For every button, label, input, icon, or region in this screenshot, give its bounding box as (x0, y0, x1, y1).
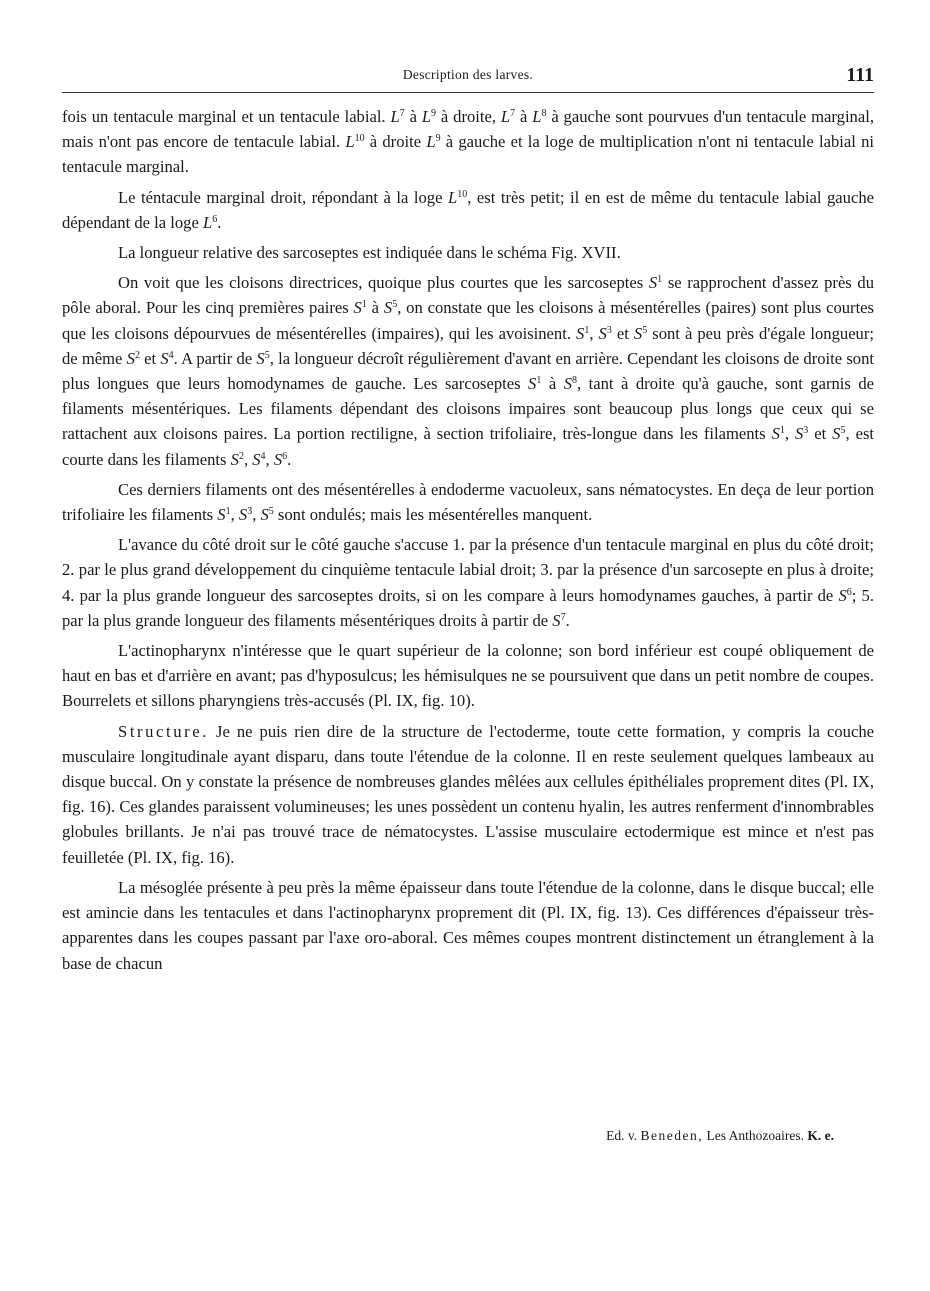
septum-symbol (564, 374, 577, 393)
symbol-letter: L (203, 212, 213, 232)
text-run: , (784, 424, 795, 444)
text-run: L'actinopharynx n'intéresse que le quart supérieur de la colonne; son bord inférieur est coupé obliquement de haut en bas et d'arrière en avant; pas d'hyposulcus; les hémisulques ne se poursuivent que dans un petit nombre de coupes. Bourrelets et sillons pharyngiens très-accusés (Pl. IX, fig. 10). (62, 641, 874, 711)
symbol-index: 1 (361, 299, 367, 311)
symbol-letter: S (383, 298, 393, 318)
text-run: sont à peu près d'égale longueur; de même (62, 323, 874, 368)
symbol-letter: S (273, 449, 283, 469)
symbol-letter: S (238, 505, 248, 525)
symbol-letter: L (500, 107, 511, 126)
text-run: Le téntacule marginal droit, répondant à la loge (118, 187, 448, 207)
symbol-index: 5 (642, 324, 648, 336)
text-run: à droite, (436, 107, 501, 126)
section-heading: Structure. (118, 721, 209, 741)
septum-symbol (448, 188, 467, 207)
paragraph (62, 185, 874, 235)
page-number: 111 (846, 64, 874, 86)
paragraph (62, 240, 874, 265)
septum-symbol (501, 107, 515, 126)
septum-symbol (217, 505, 230, 524)
paragraph (62, 638, 874, 714)
symbol-index: 4 (168, 349, 174, 361)
septum-symbol (160, 349, 173, 368)
text-run: On voit que les cloisons directrices, quoique plus courtes que les sarcoseptes (118, 273, 649, 293)
text-run: à droite (364, 132, 427, 152)
septum-symbol (422, 107, 436, 126)
symbol-index: 10 (457, 188, 468, 200)
text-run: , (265, 449, 274, 469)
text-run: , on constate que les cloisons à mésentérelles (paires) sont plus courtes que les cloisons dépourvues de mésentérelles (impaires), qui les avoisinent. (62, 298, 875, 343)
septum-symbol (599, 324, 612, 343)
text-run: , la longueur décroît régulièrement d'avant en arrière. Cependant les cloisons de droite sont plus longues que leurs homodynames de gauche. Les sarcoseptes (62, 348, 874, 394)
symbol-index: 1 (584, 324, 590, 336)
symbol-index: 7 (560, 611, 566, 623)
text-run: , est courte dans les filaments (62, 424, 875, 469)
text-run: , tant à droite qu'à gauche, sont garnis de filaments mésentériques. Les filaments dépendant des cloisons impaires sont beaucoup plus longs que ceux qui se rattachent aux cloisons paires. La portion rectiligne, à section trifoliaire, très-longue dans les filaments (62, 374, 875, 444)
text-run: et (139, 348, 161, 368)
page-header (62, 64, 874, 93)
symbol-index: 5 (268, 506, 274, 518)
symbol-letter: S (160, 348, 169, 368)
paragraph (62, 532, 874, 633)
symbol-index: 8 (541, 108, 547, 119)
text-run: . (565, 610, 570, 630)
text-run: . (217, 212, 222, 232)
symbol-letter: L (345, 132, 355, 152)
septum-symbol (384, 298, 397, 317)
septum-symbol (239, 505, 252, 524)
septum-symbol (256, 349, 269, 368)
symbol-index: 6 (282, 450, 288, 462)
symbol-letter: L (421, 107, 432, 126)
text-run: , est très petit; il en est de même du tentacule labial gauche dépendant de la loge (62, 187, 874, 232)
text-run: à (541, 374, 564, 394)
signature-footer (606, 1128, 834, 1144)
symbol-letter: L (426, 132, 436, 152)
text-run: La mésoglée présente à peu près la même épaisseur dans toute l'étendue de la colonne, dans le disque buccal; elle est amincie dans les tentacules et dans l'actinopharynx proprement dit (Pl. IX, fig. 13). Ces différences d'épaisseur très-apparentes dans les coupes passant par l'axe oro-aboral. Ces mêmes coupes montrent distinctement un étranglement à la base de chacun (62, 877, 874, 973)
text-run: Je ne puis rien dire de la structure de l'ectoderme, toute cette formation, y compris la couche musculaire longitudinale ayant disparu, dans toute l'étendue de la colonne. Il en reste seulement quelques lambeaux au disque buccal. On y constate la présence de nombreuses glandes mêlées aux cellules épithéliales proprement dites (Pl. IX, fig. 16). Ces glandes paraissent volumineuses; les unes possèdent un contenu hyalin, les autres renferment d'innombrables globules brillants. Je n'ai pas trouvé trace de nématocystes. L'assise musculaire ectodermique est mince et n'est pas feuilletée (Pl. IX, fig. 16). (62, 721, 874, 867)
septum-symbol (127, 349, 140, 368)
symbol-letter: S (230, 449, 239, 469)
text-run: . (287, 449, 292, 469)
symbol-index: 9 (431, 108, 437, 119)
symbol-letter: S (252, 449, 261, 469)
septum-symbol (274, 450, 287, 469)
text-run: L'avance du côté droit sur le côté gauche s'accuse 1. par la présence d'un tentacule marginal en plus du côté droit; 2. par le plus grand développement du cinquième tentacule labial droit; 3. par la présence d'un sarcosepte en plus à droite; 4. par la plus grande longueur des sarcoseptes droits, si on les compare à leurs homodynames gauches, à partir de (62, 535, 874, 605)
text-run: à (404, 107, 422, 126)
symbol-letter: S (576, 323, 585, 343)
symbol-index: 1 (536, 375, 542, 387)
text-run: fois un tentacule marginal et un tentacule labial. (62, 107, 391, 126)
symbol-index: 2 (134, 349, 140, 361)
text-run: sont ondulés; mais les mésentérelles manquent. (273, 505, 593, 525)
septum-symbol (832, 424, 845, 443)
symbol-index: 1 (225, 506, 231, 518)
symbol-index: 5 (840, 425, 846, 437)
symbol-index: 7 (510, 108, 516, 119)
septum-symbol (345, 132, 364, 151)
text-run: La longueur relative des sarcoseptes est indiquée dans le schéma Fig. XVII. (118, 243, 621, 263)
symbol-letter: S (552, 610, 561, 630)
septum-symbol (231, 450, 244, 469)
text-run: Ces derniers filaments ont des mésentérelles à endoderme vacuoleux, sans nématocystes. En deça de leur portion trifoliaire les filaments (62, 479, 874, 525)
symbol-letter: S (260, 505, 269, 525)
symbol-index: 4 (260, 450, 266, 462)
text-run: se rapprochent d'assez près du pôle aboral. Pour les cinq premières paires (62, 273, 875, 318)
text-run: à (366, 298, 384, 318)
paragraph (62, 477, 874, 527)
paragraph (62, 270, 874, 472)
text-run: , (252, 505, 261, 525)
footer-author: Beneden, (640, 1128, 704, 1143)
footer-work: Les Anthozoaires. (706, 1128, 804, 1143)
septum-symbol (390, 107, 404, 126)
symbol-index: 2 (238, 450, 244, 462)
septum-symbol (795, 424, 808, 443)
septum-symbol (260, 505, 273, 524)
text-run: et (611, 323, 634, 343)
symbol-letter: S (126, 348, 135, 368)
septum-symbol (838, 586, 851, 605)
symbol-index: 1 (779, 425, 785, 437)
text-run: à gauche et la loge de multiplication n'ont ni tentacule labial ni tentacule marginal. (62, 132, 874, 177)
symbol-letter: L (532, 107, 542, 126)
septum-symbol (532, 107, 546, 126)
symbol-index: 6 (212, 213, 218, 225)
symbol-index: 8 (572, 375, 577, 387)
symbol-index: 3 (606, 324, 612, 336)
septum-symbol (354, 298, 367, 317)
text-run: et (808, 424, 833, 444)
paragraph (62, 719, 874, 870)
text-run: , (230, 505, 239, 525)
text-run: ; 5. par la plus grande longueur des filaments mésentériques droits à partir de (62, 585, 874, 630)
symbol-letter: S (648, 273, 658, 293)
symbol-letter: S (771, 424, 780, 444)
symbol-letter: S (838, 585, 847, 605)
footer-signature-mark: K. e. (807, 1128, 834, 1143)
symbol-index: 3 (803, 425, 809, 437)
footer-prefix: Ed. v. (606, 1128, 638, 1143)
symbol-index: 9 (435, 133, 441, 145)
paragraph (62, 104, 874, 180)
symbol-letter: L (448, 187, 458, 207)
septum-symbol (772, 424, 785, 443)
symbol-letter: S (217, 505, 226, 525)
symbol-letter: S (528, 374, 537, 394)
symbol-index: 3 (247, 506, 253, 518)
septum-symbol (552, 611, 565, 630)
symbol-index: 5 (392, 299, 398, 311)
septum-symbol (528, 374, 541, 393)
septum-symbol (203, 213, 217, 232)
symbol-letter: S (832, 424, 841, 444)
body-text (62, 104, 874, 981)
symbol-letter: S (794, 424, 804, 444)
text-run: . A partir de (173, 348, 257, 368)
running-title: Description des larves. (402, 67, 534, 82)
symbol-letter: S (353, 298, 362, 318)
symbol-index: 7 (399, 108, 405, 119)
symbol-index: 1 (657, 274, 663, 286)
text-run: , (589, 323, 599, 343)
symbol-letter: S (633, 323, 643, 343)
symbol-letter: L (390, 107, 400, 126)
text-run: à gauche sont pourvues d'un tentacule marginal, mais n'ont pas encore de tentacule labial. (62, 107, 874, 152)
symbol-letter: S (256, 348, 265, 368)
septum-symbol (576, 324, 589, 343)
symbol-letter: S (563, 374, 572, 394)
symbol-index: 10 (354, 133, 365, 145)
paragraph (62, 875, 874, 976)
septum-symbol (426, 132, 440, 151)
septum-symbol (634, 324, 647, 343)
septum-symbol (252, 450, 265, 469)
septum-symbol (649, 273, 662, 292)
text-run: à (515, 107, 533, 126)
symbol-letter: S (598, 323, 607, 343)
symbol-index: 6 (846, 586, 852, 598)
symbol-index: 5 (264, 349, 270, 361)
text-run: , (243, 449, 253, 469)
